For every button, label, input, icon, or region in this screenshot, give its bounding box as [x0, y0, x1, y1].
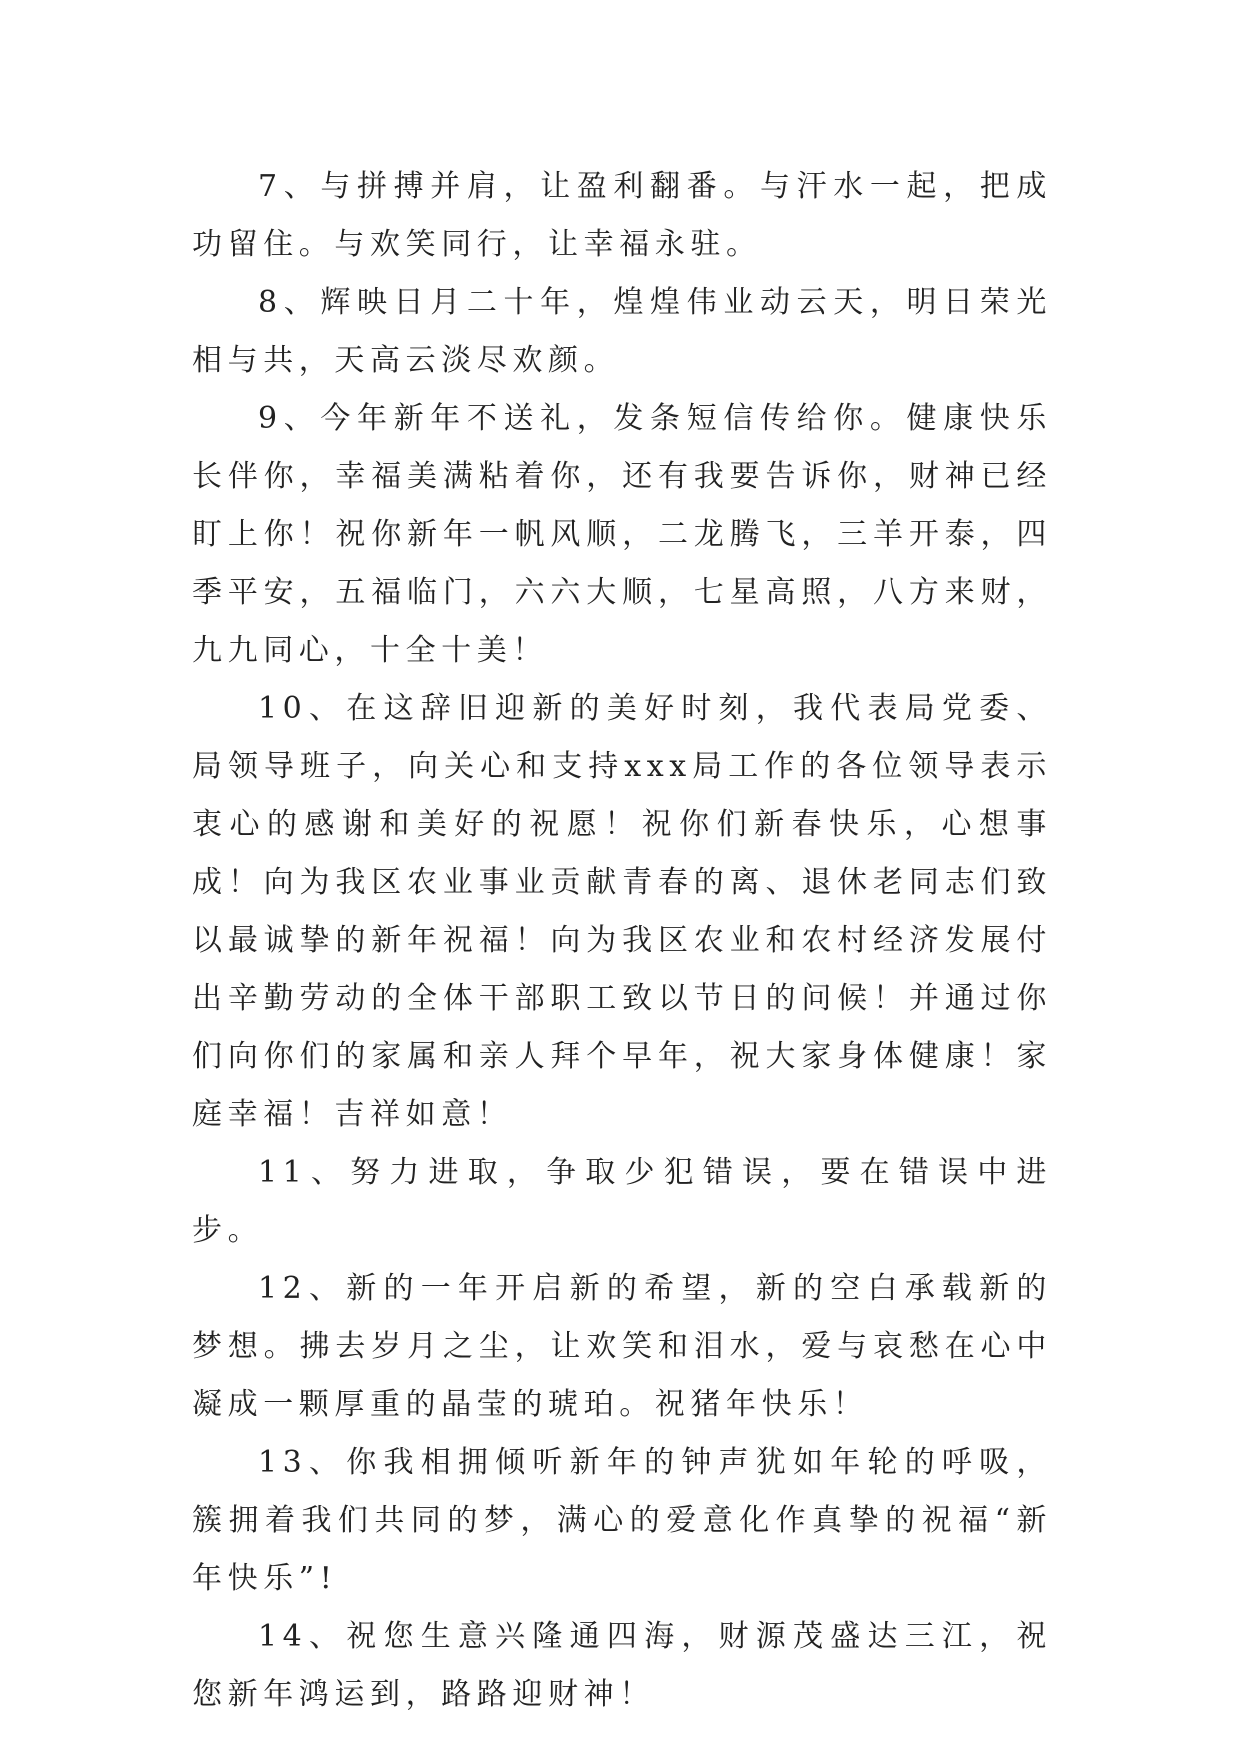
paragraph-8: 8、辉映日月二十年，煌煌伟业动云天，明日荣光相与共，天高云淡尽欢颜。	[192, 285, 1052, 378]
paragraph-12: 12、新的一年开启新的希望，新的空白承载新的梦想。拂去岁月之尘，让欢笑和泪水，爱与哀愁在心中凝成一颗厚重的晶莹的琥珀。祝猪年快乐！	[192, 1271, 1052, 1422]
paragraph-14: 14、祝您生意兴隆通四海，财源茂盛达三江，祝您新年鸿运到，路路迎财神！	[192, 1619, 1052, 1712]
paragraph-13: 13、你我相拥倾听新年的钟声犹如年轮的呼吸，簇拥着我们共同的梦，满心的爱意化作真挚的祝福“新年快乐”!	[192, 1445, 1052, 1596]
paragraph-9: 9、今年新年不送礼，发条短信传给你。健康快乐长伴你，幸福美满粘着你，还有我要告诉你，财神已经盯上你！祝你新年一帆风顺，二龙腾飞，三羊开泰，四季平安，五福临门，六六大顺，七星高照，八方来财，九九同心，十全十美！	[192, 401, 1052, 668]
document-page	[192, 158, 1052, 1724]
paragraph-11: 11、努力进取，争取少犯错误，要在错误中进步。	[192, 1155, 1052, 1248]
paragraph-10: 10、在这辞旧迎新的美好时刻，我代表局党委、局领导班子，向关心和支持xxx局工作的各位领导表示衷心的感谢和美好的祝愿！祝你们新春快乐，心想事成！向为我区农业事业贡献青春的离、退休老同志们致以最诚挚的新年祝福！向为我区农业和农村经济发展付出辛勤劳动的全体干部职工致以节日的问候！并通过你们向你们的家属和亲人拜个早年，祝大家身体健康！家庭幸福！吉祥如意！	[192, 691, 1052, 1132]
paragraph-7: 7、与拼搏并肩，让盈利翻番。与汗水一起，把成功留住。与欢笑同行，让幸福永驻。	[192, 169, 1052, 262]
